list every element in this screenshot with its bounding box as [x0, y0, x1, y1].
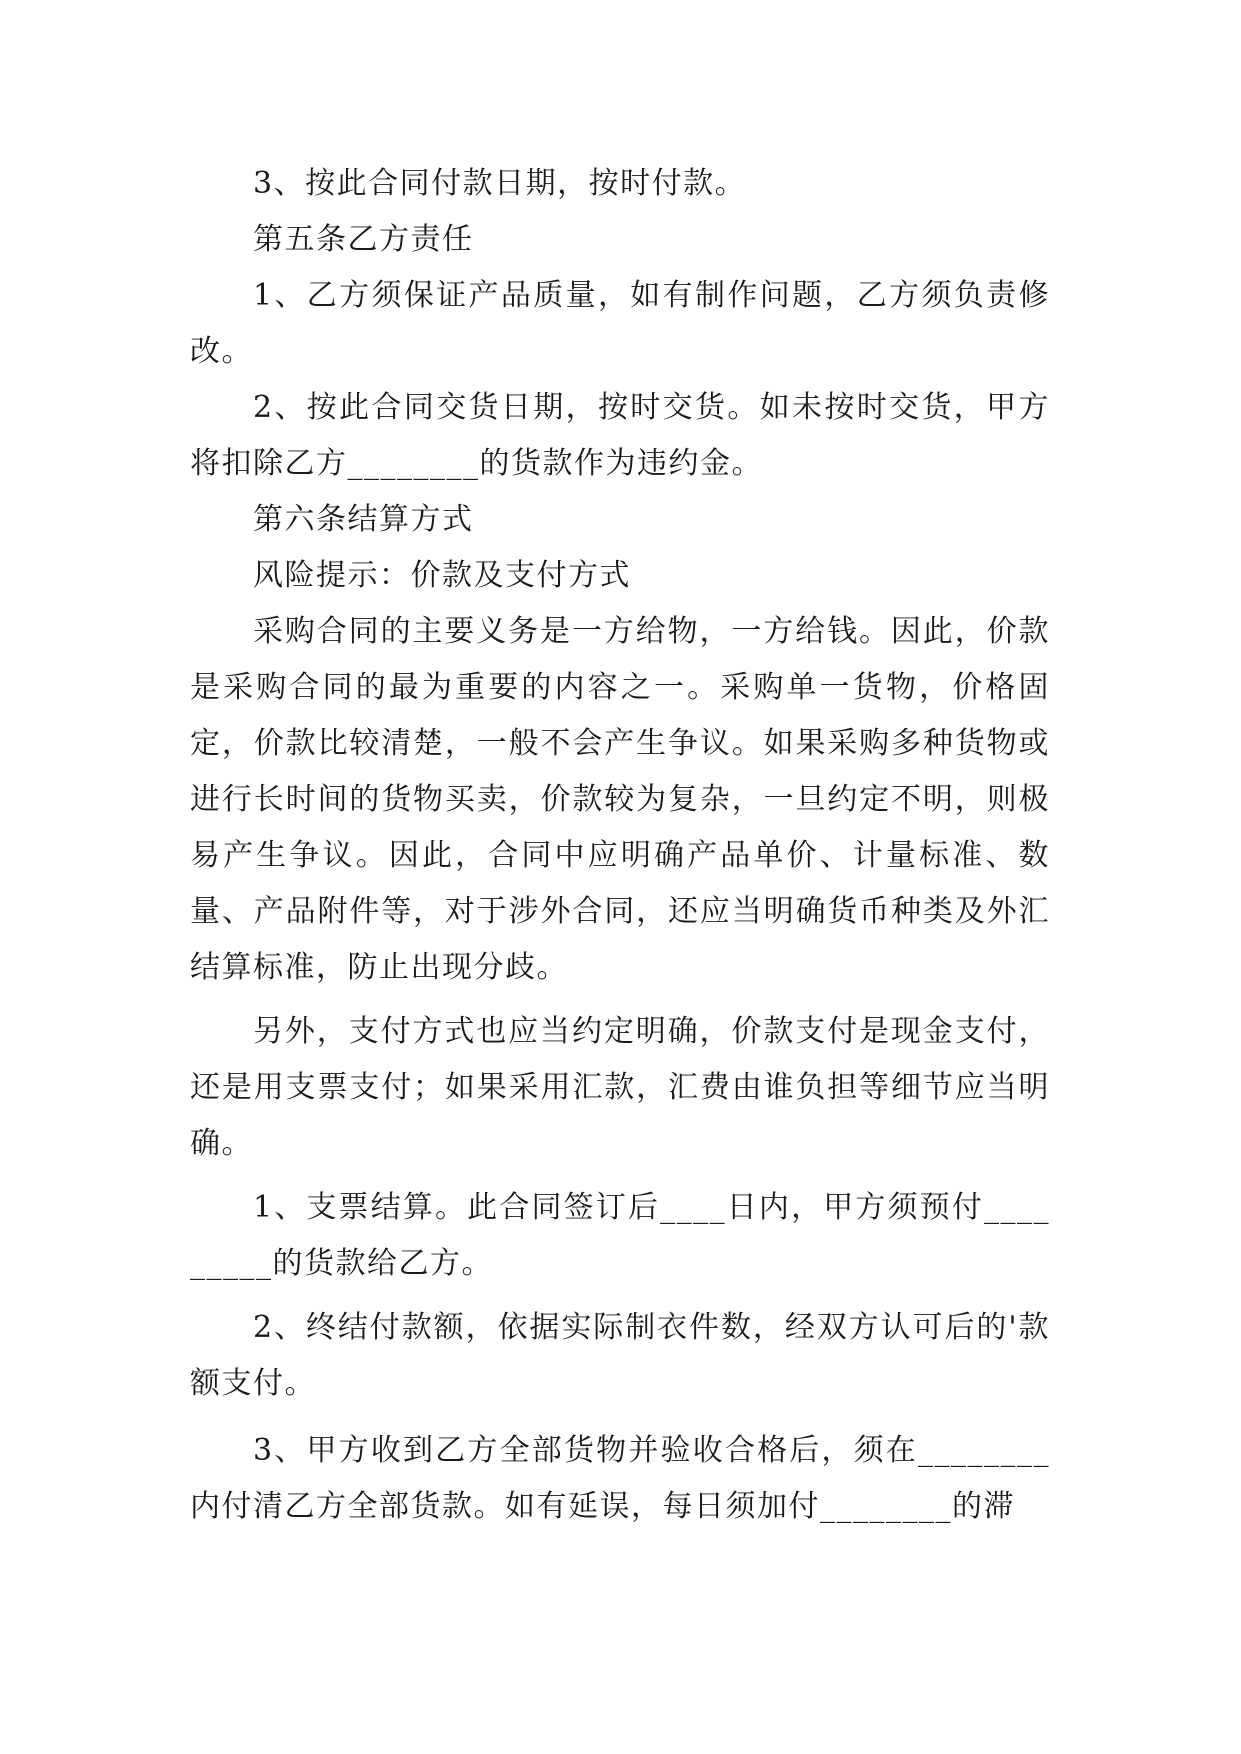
paragraph-payment-method: 另外，支付方式也应当约定明确，价款支付是现金支付，还是用支票支付；如果采用汇款，汇费由谁负担等细节应当明确。: [190, 1014, 1050, 1161]
paragraph-payment-on-time: 3、按此合同付款日期，按时付款。: [253, 166, 747, 201]
paragraph-check-settlement: 1、支票结算。此合同签订后____日内，甲方须预付_________的货款给乙方。: [190, 1190, 1050, 1281]
paragraph-final-amount: 2、终结付款额，依据实际制衣件数，经双方认可后的'款额支付。: [190, 1310, 1050, 1401]
paragraph-price-explanation: 采购合同的主要义务是一方给物，一方给钱。因此，价款是采购合同的最为重要的内容之一。采购单一货物，价格固定，价款比较清楚，一般不会产生争议。如果采购多种货物或进行长时间的货物买卖，价款较为复杂，一旦约定不明，则极易产生争议。因此，合同中应明确产品单价、计量标准、数量、产品附件等，对于涉外合同，还应当明确货币种类及外汇结算标准，防止出现分歧。: [190, 614, 1050, 985]
heading-article-5: 第五条乙方责任: [253, 222, 474, 257]
risk-notice-heading: 风险提示：价款及支付方式: [253, 558, 631, 593]
paragraph-full-payment: 3、甲方收到乙方全部货物并验收合格后，须在________内付清乙方全部货款。如有延误，每日须加付________的滞: [190, 1433, 1050, 1524]
paragraph-quality-guarantee: 1、乙方须保证产品质量，如有制作问题，乙方须负责修改。: [190, 278, 1050, 369]
paragraph-delivery-penalty: 2、按此合同交货日期，按时交货。如未按时交货，甲方将扣除乙方________的货款作为违约金。: [190, 390, 1050, 481]
document-body: [190, 156, 1050, 1535]
heading-article-6: 第六条结算方式: [253, 502, 474, 537]
